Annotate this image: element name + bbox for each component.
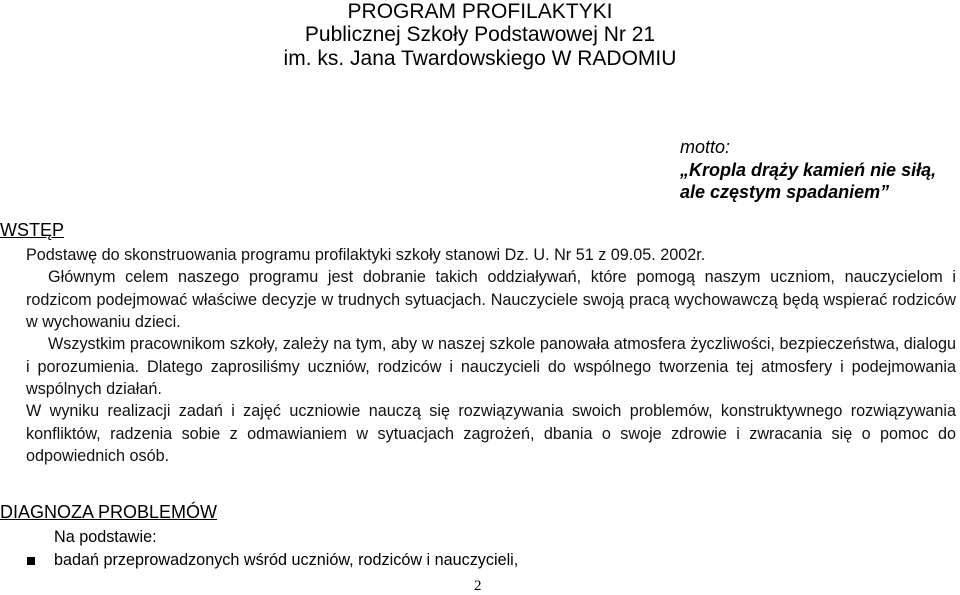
legal-basis-text: Podstawę do skonstruowania programu profilaktyki szkoły stanowi Dz. U. Nr 51 z 09.05. 2002r. <box>26 246 706 264</box>
page-number: 2 <box>474 578 482 594</box>
motto-line-1: „Kropla drąży kamień nie siłą, <box>680 160 937 180</box>
diagnosis-heading: DIAGNOZA PROBLEMÓW <box>0 502 218 522</box>
paragraph-goal: Głównym celem naszego programu jest dobranie takich oddziaływań, które pomogą naszym uczniom, nauczycielom i rodzicom podejmować właściwe decyzje w trudnych sytuacjach. Nauczyciele swoją pracą wychowawczą będą wspierać rodziców w wychowaniu dzieci. <box>26 268 956 331</box>
intro-heading: WSTĘP <box>0 220 65 240</box>
basis-label: Na podstawie: <box>54 528 157 546</box>
school-name: Publicznej Szkoły Podstawowej Nr 21 <box>304 23 656 46</box>
paragraph-outcomes: W wyniku realizacji zadań i zajęć uczniowie nauczą się rozwiązywania swoich problemów, konstruktywnego rozwiązywania konfliktów, radzenia sobie z odmawianiem w sytuacjach zagrożeń, dbania o swoje zdrowie i zwracania się o pomoc do odpowiednich osób. <box>26 402 956 465</box>
motto-label: motto: <box>680 137 731 157</box>
list-item-text: badań przeprowadzonych wśród uczniów, rodziców i nauczycieli, <box>54 551 519 569</box>
school-patron: im. ks. Jana Twardowskiego W RADOMIU <box>283 47 677 70</box>
square-bullet-icon <box>27 557 35 565</box>
document-title: PROGRAM PROFILAKTYKI <box>347 0 613 23</box>
motto-line-2: ale częstym spadaniem” <box>680 182 890 202</box>
paragraph-atmosphere: Wszystkim pracownikom szkoły, zależy na tym, aby w naszej szkole panowała atmosfera życzliwości, bezpieczeństwa, dialogu i porozumienia. Dlatego zaprosiliśmy uczniów, rodziców i nauczycieli do wspólnego tworzenia tej atmosfery i podejmowania wspólnych działań. <box>26 335 956 398</box>
